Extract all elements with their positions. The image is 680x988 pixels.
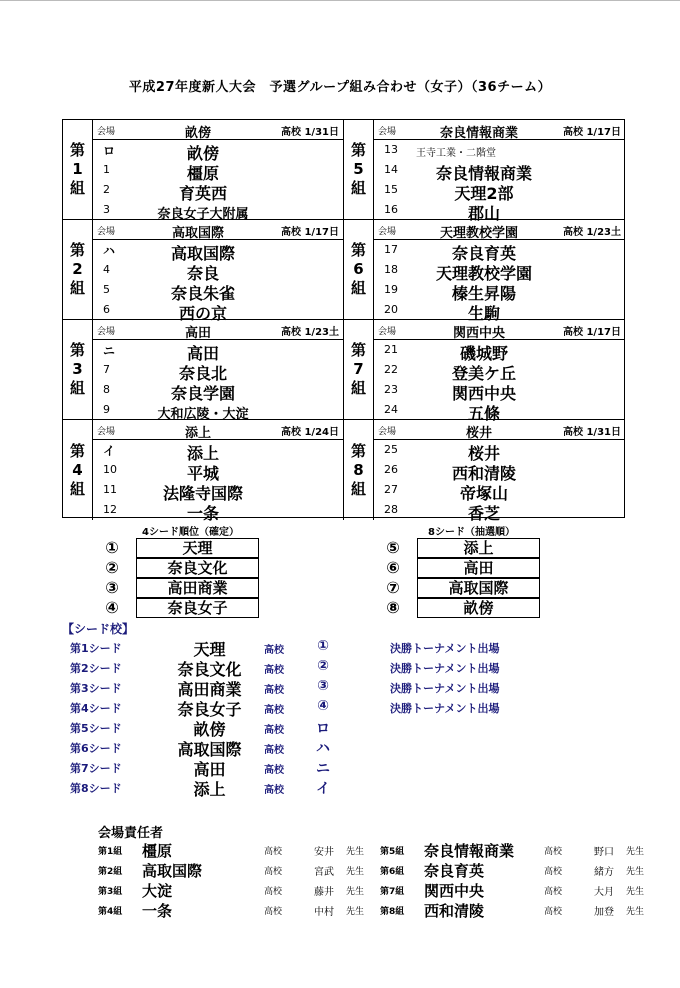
seed-rank-mark: ① (105, 538, 119, 557)
team-name: 天理2部 (454, 184, 514, 203)
venue-label: 会場 (97, 427, 116, 437)
group-venue-header (374, 420, 625, 440)
team-name: 添上 (186, 444, 219, 463)
team-name: 育英西 (178, 184, 227, 203)
venue-name: 奈良情報商業 (439, 126, 518, 141)
team-number: 5 (103, 283, 110, 296)
seed-school-name: 高田商業 (177, 680, 242, 699)
seed-school-suffix: 高校 (264, 645, 284, 656)
group-block (63, 220, 344, 323)
responsible-row (98, 880, 658, 900)
seed-school-label: 第5シード (70, 722, 122, 735)
team-number: 1 (103, 163, 110, 176)
seed-row (100, 558, 270, 578)
group-label (63, 120, 93, 219)
team-number: 8 (103, 383, 110, 396)
team-row (93, 260, 343, 283)
seed-rank-mark: ④ (105, 598, 119, 617)
seed-rank-mark: ⑤ (386, 538, 400, 557)
team-number: 16 (384, 203, 398, 216)
seed-school-name: 高田 (193, 760, 226, 779)
school-suffix: 高校 (264, 847, 283, 857)
team-row (93, 180, 343, 203)
team-number: 6 (103, 303, 110, 316)
responsible-title: 会場責任者 (98, 826, 164, 841)
group-label-char: 第 (69, 241, 85, 259)
team-row (374, 140, 625, 160)
team-name: 奈良学園 (170, 384, 235, 403)
group-label-char: 4 (72, 460, 83, 479)
team-number: 23 (384, 383, 398, 396)
team-name: 法隆寺国際 (162, 484, 243, 503)
team-name: 榛生昇陽 (451, 284, 516, 303)
seed-school-note: 決勝トーナメント出場 (390, 682, 500, 695)
school-suffix: 高校 (544, 887, 563, 897)
seed-school-mark: ロ (316, 721, 330, 737)
team-name: 畝傍 (186, 144, 219, 163)
seed-school-row (70, 657, 550, 677)
group-block (344, 120, 625, 223)
seed-row (381, 598, 551, 618)
seed-team-box: 奈良女子 (136, 598, 259, 618)
team-number: 22 (384, 363, 398, 376)
seed-school-name: 添上 (193, 780, 226, 799)
group-label (344, 120, 374, 219)
team-row (374, 400, 625, 423)
venue-date: 高校 1/31日 (562, 427, 621, 438)
seed-school-row (70, 637, 550, 657)
top-border (0, 0, 680, 1)
seed-school-mark: ③ (317, 678, 329, 694)
responsible-row (98, 860, 658, 880)
venue-date: 高校 1/23土 (562, 227, 621, 238)
venue-label: 会場 (378, 127, 397, 137)
seed-school-note: 決勝トーナメント出場 (390, 642, 500, 655)
venue-name: 天理教校学園 (439, 226, 518, 241)
teacher-honorific: 先生 (346, 867, 365, 877)
group-block (344, 320, 625, 423)
group-label-char: 組 (69, 279, 85, 297)
group-label-char: 第 (350, 441, 366, 460)
group-block (344, 420, 625, 523)
seed-rank-mark: ⑦ (386, 578, 400, 597)
team-name: 郡山 (467, 204, 500, 223)
teacher-name: 藤井 (314, 887, 334, 898)
team-number: 17 (384, 243, 398, 256)
team-number: 18 (384, 263, 398, 276)
team-name: 高取国際 (170, 244, 235, 263)
group-tag: 第7組 (380, 887, 405, 897)
seed-school-suffix: 高校 (264, 705, 284, 716)
team-number: 15 (384, 183, 398, 196)
team-number: 13 (384, 143, 398, 156)
responsible-school: 奈良情報商業 (424, 842, 515, 860)
team-number: 20 (384, 303, 398, 316)
responsible-row (98, 900, 658, 920)
team-number: 9 (103, 403, 110, 416)
group-tag: 第1組 (98, 847, 123, 857)
group-label-char: 7 (353, 360, 364, 378)
seed-school-name: 奈良女子 (177, 700, 242, 719)
seed-school-mark: ④ (317, 698, 329, 714)
teacher-honorific: 先生 (626, 847, 645, 857)
seed-rank-mark: ② (105, 558, 119, 577)
seed-school-suffix: 高校 (264, 745, 284, 756)
team-row (93, 300, 343, 323)
team-number: ニ (103, 344, 116, 358)
group-label-char: 組 (350, 479, 366, 498)
group-label-char: 第 (69, 441, 85, 460)
seed-school-row (70, 777, 550, 797)
group-block (63, 120, 344, 220)
seed-school-name: 天理 (193, 640, 226, 659)
team-row (93, 280, 343, 303)
group-label-char: 1 (72, 160, 83, 178)
team-number: ロ (103, 144, 116, 158)
team-name: 西の京 (178, 304, 227, 323)
seed-team-box: 高田 (417, 558, 540, 578)
responsible-school: 橿原 (142, 842, 173, 860)
group-label-char: 組 (350, 179, 366, 197)
venue-date: 高校 1/17日 (280, 227, 339, 238)
team-number: 25 (384, 443, 398, 456)
team-name: 王寺工業・二階堂 (416, 148, 496, 159)
team-row (93, 200, 343, 220)
team-name: 五條 (467, 404, 500, 423)
seed-school-row (70, 697, 550, 717)
group-label-char: 3 (72, 360, 83, 378)
seed-school-label: 第8シード (70, 782, 122, 795)
seed-school-mark: ハ (316, 741, 330, 757)
team-row (93, 400, 343, 420)
seed-row (100, 598, 270, 618)
venue-label: 会場 (378, 327, 397, 337)
group-tag: 第4組 (98, 907, 123, 917)
group-label-char: 組 (350, 279, 366, 297)
seed-team-box: 奈良文化 (136, 558, 259, 578)
teacher-name: 野口 (594, 847, 614, 858)
group-venue-header (93, 220, 343, 240)
team-number: 10 (103, 463, 117, 476)
seed-school-suffix: 高校 (264, 765, 284, 776)
seed8-header: 8シード（抽選順） (428, 527, 515, 538)
group-venue-header (374, 120, 625, 140)
group-tag: 第2組 (98, 867, 123, 877)
group-label-char: 第 (350, 241, 366, 259)
team-name: 西和清陵 (451, 464, 516, 483)
team-name: 奈良情報商業 (435, 164, 532, 183)
venue-date: 高校 1/17日 (562, 127, 621, 138)
team-name: 関西中央 (451, 384, 516, 403)
team-number: 12 (103, 503, 117, 516)
team-row (374, 160, 625, 183)
seed-row (381, 538, 551, 558)
venue-date: 高校 1/31日 (280, 127, 339, 138)
seed-school-label: 第1シード (70, 642, 122, 655)
team-row (374, 340, 625, 363)
venue-name: 添上 (184, 426, 211, 441)
team-number: 28 (384, 503, 398, 516)
team-number: 19 (384, 283, 398, 296)
team-name: 大和広陵・大淀 (157, 407, 249, 422)
group-label-char: 組 (350, 379, 366, 397)
seed-school-label: 第2シード (70, 662, 122, 675)
seed-rank-mark: ③ (105, 578, 119, 597)
team-name: 奈良 (186, 264, 219, 283)
seed-school-mark: ① (317, 638, 329, 654)
school-suffix: 高校 (264, 907, 283, 917)
team-row (93, 440, 343, 463)
group-grid (62, 119, 625, 523)
seed-schools-header: 【シード校】 (62, 622, 135, 636)
team-number: 4 (103, 263, 110, 276)
seed-row (100, 538, 270, 558)
team-name: 奈良女子大附属 (157, 207, 249, 222)
group-label (63, 320, 93, 419)
team-name: 帝塚山 (459, 484, 508, 503)
group-block (63, 320, 344, 420)
seed-row (381, 558, 551, 578)
team-row (93, 360, 343, 383)
venue-name: 高田 (184, 326, 211, 341)
seed-school-label: 第6シード (70, 742, 122, 755)
team-name: 香芝 (467, 504, 500, 523)
group-label-char: 組 (69, 479, 85, 498)
team-number: 14 (384, 163, 398, 176)
teacher-honorific: 先生 (346, 887, 365, 897)
team-number: 21 (384, 343, 398, 356)
teacher-name: 加登 (594, 907, 614, 918)
team-number: 3 (103, 203, 110, 216)
venue-label: 会場 (378, 227, 397, 237)
team-row (374, 500, 625, 523)
venue-name: 関西中央 (452, 326, 505, 341)
school-suffix: 高校 (544, 907, 563, 917)
group-label-char: 第 (350, 141, 366, 159)
team-number: 2 (103, 183, 110, 196)
venue-label: 会場 (97, 227, 116, 237)
seed-school-row (70, 717, 550, 737)
group-label (344, 420, 374, 520)
venue-name: 畝傍 (184, 126, 211, 141)
teacher-honorific: 先生 (346, 847, 365, 857)
teacher-name: 中村 (314, 907, 334, 918)
team-name: 奈良育英 (451, 244, 516, 263)
team-row (374, 280, 625, 303)
group-label-char: 6 (353, 260, 364, 278)
team-row (374, 260, 625, 283)
team-row (93, 240, 343, 263)
team-name: 桜井 (467, 444, 500, 463)
group-venue-header (374, 320, 625, 340)
seed-school-suffix: 高校 (264, 685, 284, 696)
team-row (374, 240, 625, 263)
team-row (93, 460, 343, 483)
seed-team-box: 高取国際 (417, 578, 540, 598)
venue-date: 高校 1/23土 (280, 327, 339, 338)
team-number: 7 (103, 363, 110, 376)
team-row (374, 440, 625, 463)
responsible-school: 西和清陵 (424, 902, 485, 920)
group-label-char: 第 (69, 141, 85, 159)
team-number: イ (103, 444, 116, 458)
seed-rank-mark: ⑥ (386, 558, 400, 577)
school-suffix: 高校 (544, 847, 563, 857)
team-name: 磯城野 (459, 344, 508, 363)
responsible-school: 奈良育英 (424, 862, 485, 880)
group-label (344, 320, 374, 419)
team-row (374, 200, 625, 223)
responsible-school: 一条 (142, 902, 173, 920)
team-name: 奈良朱雀 (170, 284, 235, 303)
group-label-char: 第 (69, 341, 85, 359)
teacher-honorific: 先生 (626, 907, 645, 917)
seed-school-name: 畝傍 (193, 720, 226, 739)
group-label (63, 220, 93, 319)
teacher-name: 緒方 (594, 867, 614, 878)
seed-team-box: 天理 (136, 538, 259, 558)
responsible-school: 高取国際 (142, 862, 203, 880)
group-label-char: 組 (69, 379, 85, 397)
responsible-school: 大淀 (142, 882, 173, 900)
teacher-name: 大月 (594, 887, 614, 898)
group-tag: 第8組 (380, 907, 405, 917)
team-number: ハ (103, 244, 116, 258)
group-label (344, 220, 374, 319)
venue-label: 会場 (378, 427, 397, 437)
team-name: 天理教校学園 (435, 264, 532, 283)
responsible-row (98, 840, 658, 860)
seed-row (100, 578, 270, 598)
school-suffix: 高校 (264, 867, 283, 877)
team-name: 一条 (186, 504, 219, 523)
seed4-header: 4シード順位（確定） (142, 527, 239, 538)
team-number: 26 (384, 463, 398, 476)
seed-school-name: 高取国際 (177, 740, 242, 759)
team-name: 奈良北 (178, 364, 227, 383)
seed-school-mark: イ (316, 781, 330, 797)
group-label-char: 8 (353, 460, 364, 479)
seed-school-label: 第7シード (70, 762, 122, 775)
seed-school-row (70, 757, 550, 777)
group-label-char: 第 (350, 341, 366, 359)
group-block (344, 220, 625, 323)
seed-school-name: 奈良文化 (177, 660, 242, 679)
team-row (374, 480, 625, 503)
group-label-char: 2 (72, 260, 83, 278)
venue-label: 会場 (97, 127, 116, 137)
school-suffix: 高校 (264, 887, 283, 897)
group-venue-header (374, 220, 625, 240)
responsible-school: 関西中央 (424, 882, 485, 900)
teacher-name: 宮武 (314, 867, 334, 878)
team-row (374, 180, 625, 203)
team-row (93, 160, 343, 183)
group-block (63, 420, 344, 523)
seed-school-mark: ニ (316, 761, 330, 777)
seed-rank-mark: ⑧ (386, 598, 400, 617)
team-row (93, 480, 343, 503)
team-row (374, 300, 625, 323)
team-name: 高田 (186, 344, 219, 363)
seed-school-note: 決勝トーナメント出場 (390, 662, 500, 675)
venue-name: 高取国際 (171, 226, 224, 241)
team-row (374, 380, 625, 403)
team-name: 橿原 (186, 164, 219, 183)
teacher-honorific: 先生 (346, 907, 365, 917)
group-tag: 第5組 (380, 847, 405, 857)
venue-date: 高校 1/24日 (280, 427, 339, 438)
seed-team-box: 高田商業 (136, 578, 259, 598)
team-name: 平城 (186, 464, 219, 483)
team-row (93, 340, 343, 363)
team-name: 登美ケ丘 (451, 364, 516, 383)
group-venue-header (93, 120, 343, 140)
group-tag: 第3組 (98, 887, 123, 897)
seed-school-suffix: 高校 (264, 725, 284, 736)
group-label-char: 5 (353, 160, 364, 178)
group-label-char: 組 (69, 179, 85, 197)
team-name: 生駒 (467, 304, 500, 323)
venue-date: 高校 1/17日 (562, 327, 621, 338)
team-number: 24 (384, 403, 398, 416)
seed-school-row (70, 677, 550, 697)
seed-school-label: 第4シード (70, 702, 122, 715)
team-row (93, 140, 343, 163)
seed-school-mark: ② (317, 658, 329, 674)
teacher-honorific: 先生 (626, 887, 645, 897)
group-venue-header (93, 320, 343, 340)
seed-school-suffix: 高校 (264, 785, 284, 796)
group-venue-header (93, 420, 343, 440)
seed-school-label: 第3シード (70, 682, 122, 695)
seed-team-box: 畝傍 (417, 598, 540, 618)
school-suffix: 高校 (544, 867, 563, 877)
team-row (93, 500, 343, 523)
team-number: 11 (103, 483, 117, 496)
seed-school-row (70, 737, 550, 757)
group-tag: 第6組 (380, 867, 405, 877)
page-title: 平成27年度新人大会 予選グループ組み合わせ（女子）（36チーム） (128, 80, 552, 95)
venue-name: 桜井 (465, 426, 492, 441)
teacher-honorific: 先生 (626, 867, 645, 877)
group-label (63, 420, 93, 520)
team-number: 27 (384, 483, 398, 496)
teacher-name: 安井 (314, 847, 334, 858)
venue-label: 会場 (97, 327, 116, 337)
seed-school-suffix: 高校 (264, 665, 284, 676)
team-row (374, 360, 625, 383)
team-row (93, 380, 343, 403)
seed-team-box: 添上 (417, 538, 540, 558)
seed-row (381, 578, 551, 598)
seed-school-note: 決勝トーナメント出場 (390, 702, 500, 715)
team-row (374, 460, 625, 483)
